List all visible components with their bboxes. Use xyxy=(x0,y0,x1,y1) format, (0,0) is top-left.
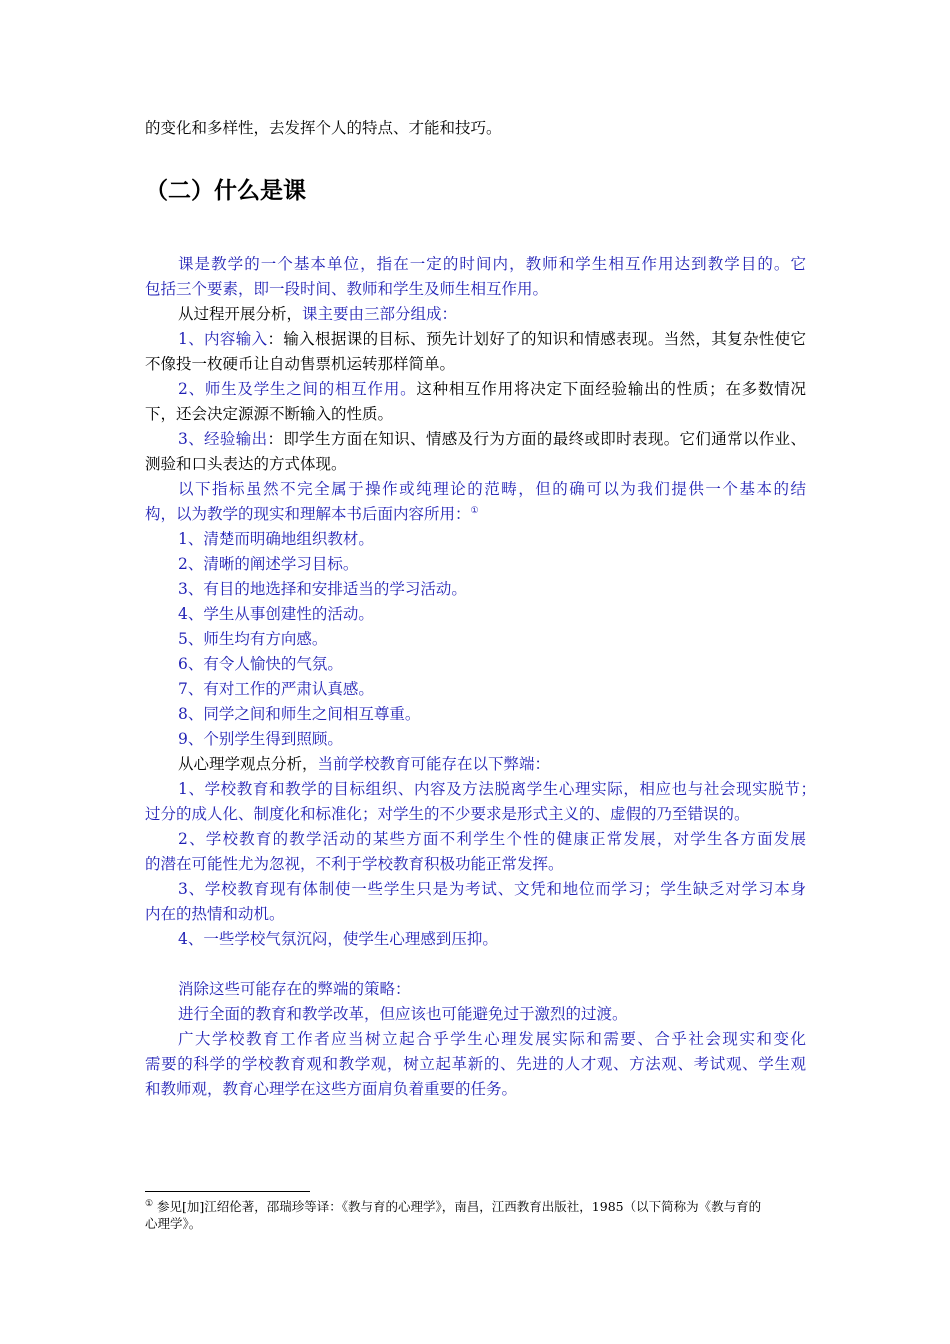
indicator-item: 2、清晰的阐述学习目标。 xyxy=(178,555,359,573)
indicator-item: 8、同学之间和师生之间相互尊重。 xyxy=(178,705,421,723)
indicator-item: 6、有令人愉快的气氛。 xyxy=(178,655,343,673)
psych-point-3-line-1: 3、学校教育现有体制使一些学生只是为考试、文凭和地位而学习；学生缺乏对学习本身 xyxy=(178,880,806,898)
footnote-divider xyxy=(145,1191,310,1192)
indicators-line-1: 以下指标虽然不完全属于操作或纯理论的范畴，但的确可以为我们提供一个基本的结 xyxy=(178,480,806,498)
indicator-item: 4、学生从事创建性的活动。 xyxy=(178,605,374,623)
psych-point-1-line-2: 过分的成人化、制度化和标准化；对学生的不少要求是形式主义的、虚假的乃至错误的。 xyxy=(145,805,750,823)
intro-line-1: 课是教学的一个基本单位，指在一定的时间内，教师和学生相互作用达到教学目的。它 xyxy=(178,255,806,273)
section-heading: （二）什么是课 xyxy=(145,178,306,204)
strategy-para-line-3: 和教师观，教育心理学在这些方面肩负着重要的任务。 xyxy=(145,1080,518,1098)
process-item-2-line-2: 下，还会决定源源不断输入的性质。 xyxy=(145,405,394,423)
indicator-item: 7、有对工作的严肃认真感。 xyxy=(178,680,374,698)
footnote-ref: ① xyxy=(470,505,479,516)
indicator-item: 1、清楚而明确地组织教材。 xyxy=(178,530,374,548)
indicator-item: 5、师生均有方向感。 xyxy=(178,630,328,648)
process-lead: 从过程开展分析，课主要由三部分组成： xyxy=(178,305,458,323)
psych-point-3-line-2: 内在的热情和动机。 xyxy=(145,905,285,923)
footnote-line-2: 心理学》。 xyxy=(145,1216,202,1231)
strategy-lead: 消除这些可能存在的弊端的策略： xyxy=(178,980,411,998)
indicator-item: 3、有目的地选择和安排适当的学习活动。 xyxy=(178,580,467,598)
psych-point-2-line-2: 的潜在可能性尤为忽视，不利于学校教育积极功能正常发挥。 xyxy=(145,855,564,873)
indicators-line-2: 构，以为教学的现实和理解本书后面内容所用：① xyxy=(145,505,479,523)
process-item-1-line-1: 1、内容输入：输入根据课的目标、预先计划好了的知识和情感表现。当然，其复杂性使它 xyxy=(178,330,806,348)
process-item-3-line-2: 测验和口头表达的方式体现。 xyxy=(145,455,347,473)
intro-line-2: 包括三个要素，即一段时间、教师和学生及师生相互作用。 xyxy=(145,280,549,298)
process-item-3-line-1: 3、经验输出：即学生方面在知识、情感及行为方面的最终或即时表现。它们通常以作业、 xyxy=(178,430,806,448)
footnote-mark: ① xyxy=(145,1198,154,1209)
strategy-para-line-2: 需要的科学的学校教育观和教学观，树立起革新的、先进的人才观、方法观、考试观、学生观 xyxy=(145,1055,806,1073)
strategy-line: 进行全面的教育和教学改革，但应该也可能避免过于激烈的过渡。 xyxy=(178,1005,628,1023)
process-item-2-line-1: 2、师生及学生之间的相互作用。这种相互作用将决定下面经验输出的性质；在多数情况 xyxy=(178,380,806,398)
psych-point-2-line-1: 2、学校教育的教学活动的某些方面不利学生个性的健康正常发展，对学生各方面发展 xyxy=(178,830,806,848)
strategy-para-line-1: 广大学校教育工作者应当树立起合乎学生心理发展实际和需要、合乎社会现实和变化 xyxy=(178,1030,806,1048)
footnote-line-1: ① 参见[加]江绍伦著，邵瑞珍等译：《教与育的心理学》，南昌，江西教育出版社，1985（以下简称为《教与育的 xyxy=(145,1198,762,1214)
process-item-1-line-2: 不像投一枚硬币让自动售票机运转那样简单。 xyxy=(145,355,456,373)
indicator-item: 9、个别学生得到照顾。 xyxy=(178,730,343,748)
continued-line: 的变化和多样性，去发挥个人的特点、才能和技巧。 xyxy=(145,119,502,137)
psych-lead: 从心理学观点分析，当前学校教育可能存在以下弊端： xyxy=(178,755,551,773)
psych-point-1-line-1: 1、学校教育和教学的目标组织、内容及方法脱离学生心理实际，相应也与社会现实脱节； xyxy=(178,780,816,798)
psych-point-4: 4、一些学校气氛沉闷，使学生心理感到压抑。 xyxy=(178,930,498,948)
